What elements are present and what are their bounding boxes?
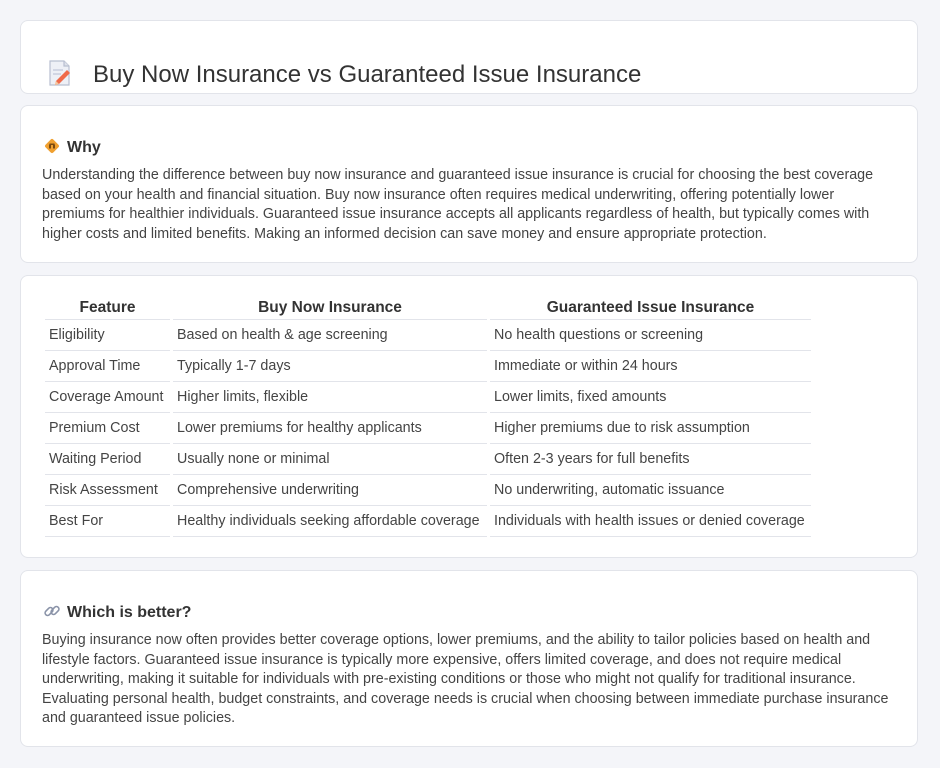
- table-row: [45, 444, 811, 475]
- buy-now-cell: Lower premiums for healthy applicants: [173, 413, 487, 444]
- table-row: [45, 506, 811, 537]
- buy-now-cell: Higher limits, flexible: [173, 382, 487, 413]
- which-is-better-title: Which is better?: [67, 604, 192, 622]
- guaranteed-cell: Higher premiums due to risk assumption: [490, 413, 811, 444]
- guaranteed-cell: Individuals with health issues or denied coverage: [490, 506, 811, 537]
- buy-now-cell: Healthy individuals seeking affordable coverage: [173, 506, 487, 537]
- table-row: [45, 382, 811, 413]
- which-is-better-text: Buying insurance now often provides better coverage options, lower premiums, and the ability to tailor policies based on health and lifestyle factors. Guaranteed issue insurance is typically more expensive, offers limited coverage, and does not require medical underwriting, making it suitable for individuals with pre-existing conditions or those who might not qualify for traditional insurance. Evaluating personal health, budget constraints, and coverage needs is crucial when choosing between immediate purchase insurance and guaranteed issue policies.: [42, 632, 889, 727]
- road-sign-icon: [43, 137, 61, 160]
- column-header-feature: Feature: [45, 296, 170, 320]
- why-section: [20, 105, 918, 263]
- guaranteed-cell: No underwriting, automatic issuance: [490, 475, 811, 506]
- page-title: Buy Now Insurance vs Guaranteed Issue Insurance: [93, 61, 642, 89]
- feature-cell: Best For: [45, 506, 170, 537]
- header-card: [20, 20, 918, 94]
- guaranteed-cell: Lower limits, fixed amounts: [490, 382, 811, 413]
- feature-cell: Waiting Period: [45, 444, 170, 475]
- why-title: Why: [67, 139, 101, 157]
- buy-now-cell: Usually none or minimal: [173, 444, 487, 475]
- table-header-row: [45, 296, 811, 320]
- document-edit-icon: [47, 59, 73, 92]
- table-row: [45, 320, 811, 351]
- link-icon: [43, 602, 61, 625]
- buy-now-cell: Based on health & age screening: [173, 320, 487, 351]
- buy-now-cell: Comprehensive underwriting: [173, 475, 487, 506]
- feature-cell: Premium Cost: [45, 413, 170, 444]
- table-row: [45, 475, 811, 506]
- column-header-buy-now: Buy Now Insurance: [173, 296, 487, 320]
- guaranteed-cell: Immediate or within 24 hours: [490, 351, 811, 382]
- table-row: [45, 351, 811, 382]
- feature-cell: Coverage Amount: [45, 382, 170, 413]
- buy-now-cell: Typically 1-7 days: [173, 351, 487, 382]
- guaranteed-cell: Often 2-3 years for full benefits: [490, 444, 811, 475]
- guaranteed-cell: No health questions or screening: [490, 320, 811, 351]
- comparison-table: [42, 296, 814, 537]
- feature-cell: Approval Time: [45, 351, 170, 382]
- column-header-guaranteed: Guaranteed Issue Insurance: [490, 296, 811, 320]
- comparison-section: [20, 275, 918, 558]
- which-is-better-section: [20, 570, 918, 747]
- why-text: Understanding the difference between buy now insurance and guaranteed issue insurance is crucial for choosing the best coverage based on your health and financial situation. Buy now insurance often requires medical underwriting, offering potentially lower premiums for healthier individuals. Guaranteed issue insurance accepts all applicants regardless of health, but typically comes with higher costs and limited benefits. Making an informed decision can save money and ensure appropriate protection.: [42, 167, 874, 242]
- feature-cell: Risk Assessment: [45, 475, 170, 506]
- table-row: [45, 413, 811, 444]
- feature-cell: Eligibility: [45, 320, 170, 351]
